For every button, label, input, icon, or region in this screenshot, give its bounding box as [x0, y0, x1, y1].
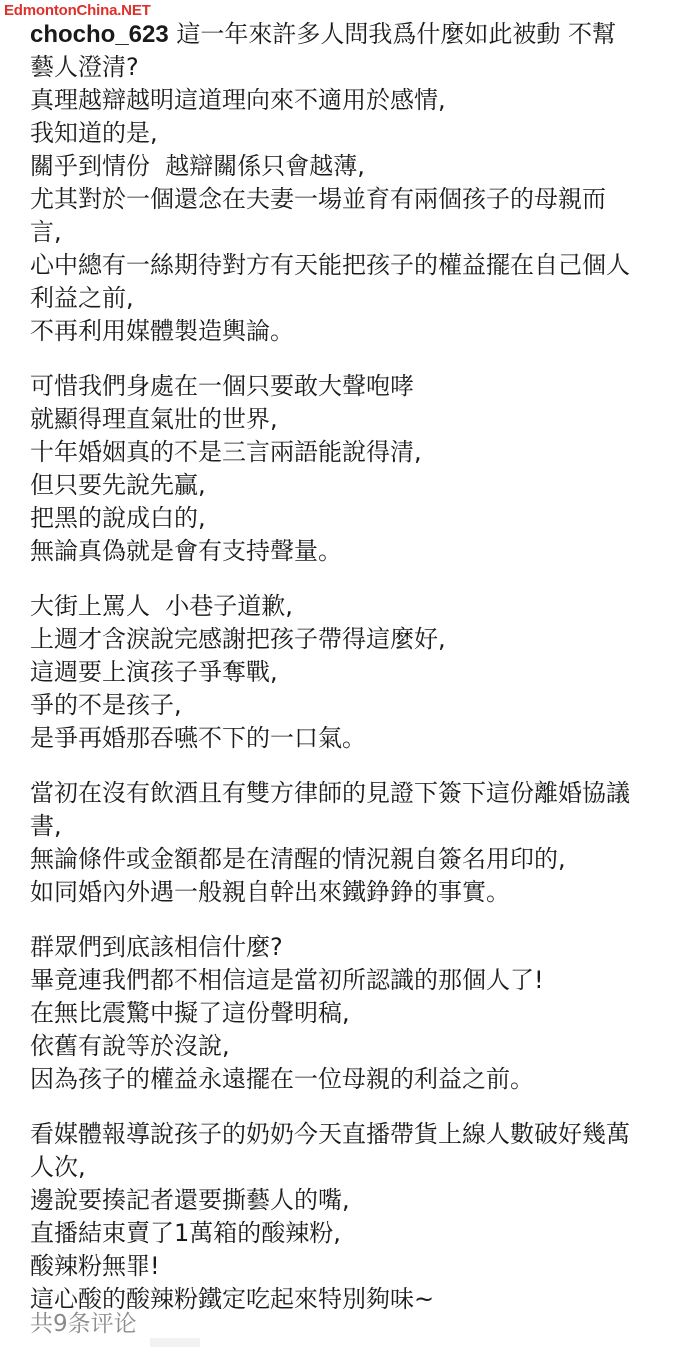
text-line: 這一年來許多人問我爲什麼如此被動 不幫: [168, 20, 616, 48]
text-line: 可惜我們身處在一個只要敢大聲咆哮: [30, 372, 414, 400]
view-comments-link[interactable]: 共9条评论: [30, 1311, 137, 1337]
text-line: 當初在沒有飲酒且有雙方律師的見證下簽下這份離婚協議: [30, 779, 630, 807]
text-line: 心中總有一絲期待對方有天能把孩子的權益擺在自己個人: [30, 251, 630, 279]
text-line: 無論真偽就是會有支持聲量。: [30, 537, 342, 565]
text-line: 看媒體報導說孩子的奶奶今天直播帶貨上線人數破好幾萬: [30, 1120, 630, 1148]
site-watermark: EdmontonChina.NET: [4, 2, 151, 19]
text-line: 酸辣粉無罪!: [30, 1252, 160, 1280]
text-line: 言,: [30, 218, 62, 246]
text-line: 利益之前,: [30, 284, 134, 312]
text-line: 如同婚內外遇一般親自幹出來鐵錚錚的事實。: [30, 878, 510, 906]
paragraph: [30, 931, 670, 1096]
text-line: 直播結束賣了1萬箱的酸辣粉,: [30, 1219, 341, 1247]
text-line: 書,: [30, 812, 62, 840]
text-line: 邊說要揍記者還要撕藝人的嘴,: [30, 1186, 350, 1214]
text-line: 無論條件或金額都是在清醒的情況親自簽名用印的,: [30, 845, 566, 873]
text-line: 依舊有說等於沒說,: [30, 1032, 230, 1060]
text-line: 在無比震驚中擬了這份聲明稿,: [30, 999, 350, 1027]
text-line: 這週要上演孩子爭奪戰,: [30, 658, 278, 686]
text-line: 把黑的說成白的,: [30, 504, 206, 532]
text-line: 是爭再婚那吞嚥不下的一口氣。: [30, 724, 366, 752]
paragraph: [30, 777, 670, 909]
text-line: 不再利用媒體製造輿論。: [30, 317, 294, 345]
text-line: 藝人澄清?: [30, 53, 139, 81]
text-line: 但只要先說先贏,: [30, 471, 206, 499]
text-line: 上週才含淚說完感謝把孩子帶得這麼好,: [30, 625, 446, 653]
text-line: 人次,: [30, 1153, 86, 1181]
paragraph: [30, 590, 670, 755]
text-line: 我知道的是,: [30, 119, 158, 147]
text-line: 十年婚姻真的不是三言兩語能說得清,: [30, 438, 422, 466]
bottom-divider: [150, 1338, 200, 1347]
text-line: 真理越辯越明這道理向來不適用於感情,: [30, 86, 446, 114]
text-line: 群眾們到底該相信什麼?: [30, 933, 283, 961]
text-line: 就顯得理直氣壯的世界,: [30, 405, 278, 433]
text-line: 因為孩子的權益永遠擺在一位母親的利益之前。: [30, 1065, 534, 1093]
username[interactable]: chocho_623: [30, 21, 169, 48]
paragraph: [30, 370, 670, 568]
text-line: 這心酸的酸辣粉鐵定吃起來特別夠味~: [30, 1285, 435, 1313]
text-line: 尤其對於一個還念在夫妻一場並育有兩個孩子的母親而: [30, 185, 606, 213]
post-body: [30, 18, 670, 1338]
text-line: 爭的不是孩子,: [30, 691, 182, 719]
text-line: 畢竟連我們都不相信這是當初所認識的那個人了!: [30, 966, 544, 994]
text-line: 大街上罵人 小巷子道歉,: [30, 592, 293, 620]
paragraph: [30, 18, 670, 348]
paragraph: [30, 1118, 670, 1316]
post-first-line: [30, 18, 670, 51]
text-line: 關乎到情份 越辯關係只會越薄,: [30, 152, 365, 180]
